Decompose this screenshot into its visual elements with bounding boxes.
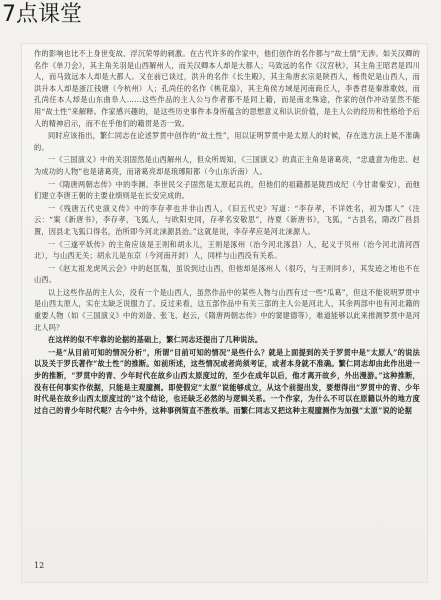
- paragraph: 一《三遂平妖传》的主角应该是王则和胡永儿，王则是涿州（治今河北涿县）人，起义于贝州（治今河北清河西北），与山西无关；胡永儿是东京（今河南开封）人，同样与山西没有关系。: [34, 239, 420, 261]
- paragraph: 以上这些作品的主人公，没有一个是山西人，虽然作品中的某些人物与山西有过一些“瓜葛”，但这不能说明罗贯中是山西太原人，实在太缺乏说服力了。反过来看，这五部作品中有关三部的主人公是河北人，其余两部中也有河北籍的重要人物（如《三国演义》中的刘备、张飞、赵云，《隋唐两朝志传》中的窦建德等），难道能够以此来推测罗贯中是河北人吗？: [34, 287, 420, 332]
- paragraph: 在这样的似不牢靠的论据的基础上，繁仁同志还提出了几种说法。: [48, 335, 263, 345]
- page-body: [34, 48, 420, 416]
- site-title: 7点课堂: [2, 2, 82, 27]
- scanned-page: [22, 44, 427, 582]
- paragraph: 一是“从目前可知的情况分析”，所谓“目前可知的情况”是些什么？就是上面提到的关于罗贯中是“太原人”的说法以及关于罗氏著作“故土性”的推断。如前所述，这些情况或者尚须考证，或者本身就不准确。繁仁同志却由此作出进一步的推断，“罗贯中的青、少年时代在故乡山西太原度过的，至少在成年以后，他才离开故乡，外出漫游。”这种推断，没有任何事实作依据，只能是主观臆测。即使假定“太原”说能够成立，从这个前提出发，要想得出“罗贯中的青、少年时代是在故乡山西太原度过的”这个结论，也还缺乏必然的与逻辑关系。一个作家，为什么不可以在原籍以外的地方度过自己的青少年时代呢？古今中外，这种事例简直不胜枚举。而繁仁同志又把这种主观臆测作为加强“太原”说的论据: [34, 347, 420, 415]
- page-number: 12: [34, 561, 45, 570]
- paragraph: 一《残唐五代史演义传》中的李存孝也并非山西人，《旧五代史》写道：“李存孝，不详姓名，初为郡人”（注云：“案《新唐书》，李存孝，飞狐人，与欧阳史同，存孝名安敬思”，待夏《新唐书》，飞狐，“古县名，隋改广昌县置，因县北飞狐口得名，治所即今河北涞源县治。”这就是说，李存孝应是河北涞源人。: [34, 203, 420, 236]
- paragraph: 一《隋唐两朝志传》中的李渊、李世民父子固然是太原起兵的，但他们的祖籍都是陇西成纪（今甘肃秦安），而他们建立李唐王朝的主要业绩则是在长安完成的。: [34, 179, 420, 201]
- paragraph: 同时应该指出，繁仁同志在论述罗贯中创作的“故土性”，用以证明罗贯中是太原人的时候，存在选方法上是不准确的。: [34, 131, 420, 152]
- paragraph: 一《赵太祖龙虎风云会》中的赵匡胤，虽说到过山西，但他却是涿州人（很巧，与王则同乡），其发迹之地也不在山西。: [34, 263, 420, 285]
- paragraph: 一《三国演义》中的关羽固然是山西解州人，但众所周知，《三国演义》的真正主角是诸葛亮，“忠遗意为他忠、赵为成功的人物”也是诸葛亮，而诸葛亮却是琅琊阳都（今山东沂南）人。: [34, 155, 420, 176]
- paragraph: 作的影响也比不上身世变故、浮沉荣辱的刺激。在古代许多的作家中，他们创作的名作都与“故土情”无涉。如关汉卿的名作《单刀会》，其主角关羽是山西解州人，而关汉卿本人却是大都人；马致远的名作《汉宫秋》，其主角王昭君是四川人，而马致远本人却是大都人。又在前已谈过，洪升的名作《长生殿》，其主角唐玄宗是陕西人，杨贵妃是山西人，而洪升本人却是浙江钱塘（今杭州）人；孔尚任的名作《桃花扇》，其主角侯方域是河南商丘人，李香君是秦淮歌妓，而孔尚任本人却是山东曲阜人……这些作品的主人公与作者都不是同上籍，而是南北殊途，作家的创作冲动显然不能用“故土性”来解释。作家感兴趣的，是这些历史事件本身所蕴含的思想意义和认识价值，是主人公的经历和性格给予后人的精神启示，而不在乎他们的籍贯是否一致。: [34, 49, 420, 128]
